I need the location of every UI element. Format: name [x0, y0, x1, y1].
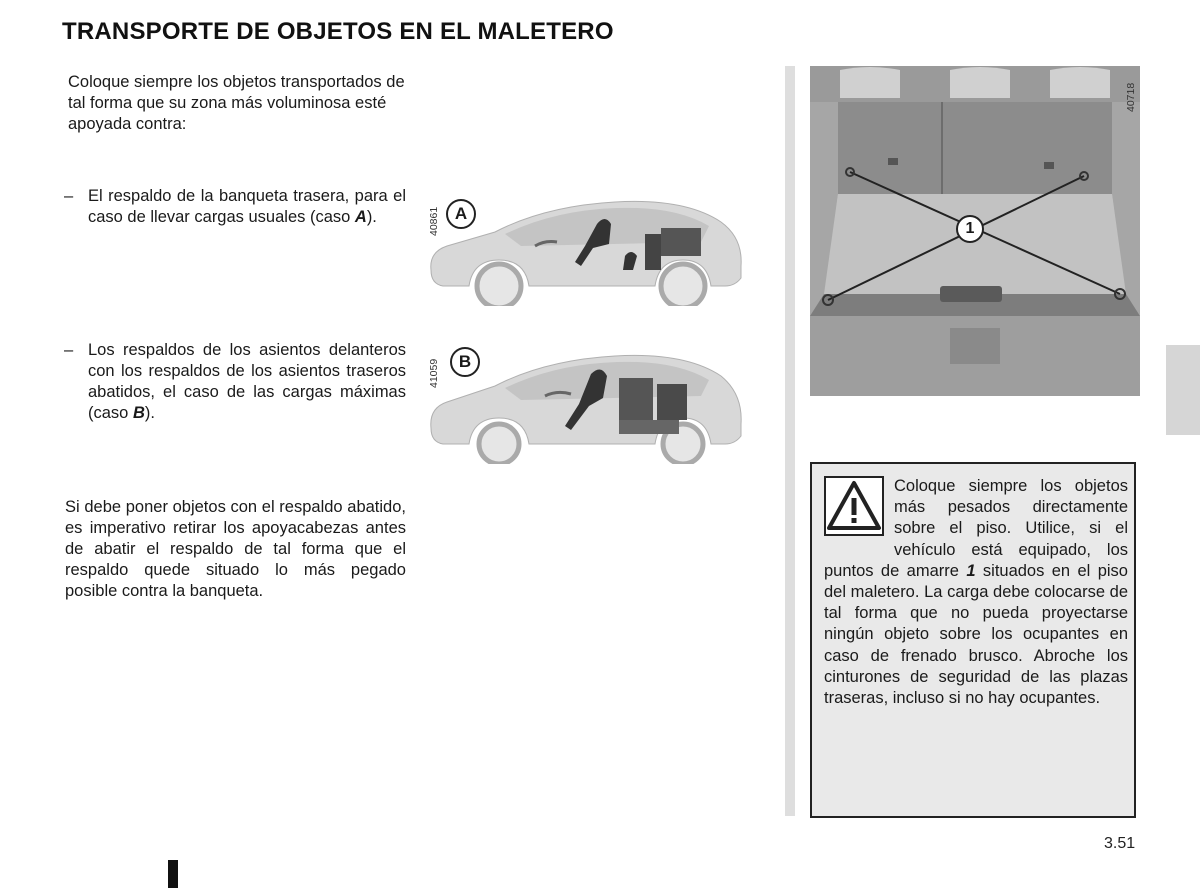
trunk-photo-code: 40718 [1125, 82, 1137, 112]
figure-a-code: 40861 [428, 206, 440, 236]
bullet-case-b [64, 340, 406, 424]
chapter-tab [1166, 345, 1200, 435]
footer-mark [168, 860, 178, 888]
bullet-text: Los respaldos de los asientos delanteros con los respaldos de los asientos traseros abatidos, el caso de las cargas máximas (caso B). [88, 341, 406, 422]
column-separator [785, 66, 795, 816]
tie-down-ref: 1 [966, 561, 976, 580]
figure-a-label: A [446, 199, 476, 229]
intro-paragraph: Coloque siempre los objetos transportados de tal forma que su zona más voluminosa esté apoyada contra: [68, 73, 405, 133]
warning-box [810, 462, 1136, 818]
car-illustration-b [425, 338, 745, 464]
page-number: 3.51 [1104, 835, 1136, 852]
closing-paragraph: Si debe poner objetos con el respaldo abatido, es imperativo retirar los apoyacabezas antes de abatir el respaldo de tal forma que el respaldo quede situado lo más pegado posible contra la banqueta. [65, 498, 406, 600]
car-illustration-a [425, 186, 745, 306]
page-title: TRANSPORTE DE OBJETOS EN EL MALETERO [62, 18, 614, 45]
figure-b-code: 41059 [428, 358, 440, 388]
warning-text: Coloque siempre los objetos más pesados directamente sobre el piso. Utilice, si el vehículo está equipado, los puntos de amarre 1 situados en el piso del maletero. La carga debe colocarse de tal forma que no pueda proyectarse ningún objeto sobre los ocupantes en caso de frenado brusco. Abroche los cinturones de seguridad de las plazas traseras, incluso si no hay ocupantes. [824, 477, 1128, 708]
case-ref: B [132, 404, 145, 422]
bullet-case-a [64, 186, 406, 228]
figure-b-label: B [450, 347, 480, 377]
bullet-text: El respaldo de la banqueta trasera, para el caso de llevar cargas usuales (caso A). [88, 187, 406, 226]
bullet-dash: – [64, 341, 74, 359]
tie-down-callout: 1 [956, 215, 984, 243]
bullet-dash: – [64, 187, 74, 205]
case-ref: A [354, 208, 367, 226]
